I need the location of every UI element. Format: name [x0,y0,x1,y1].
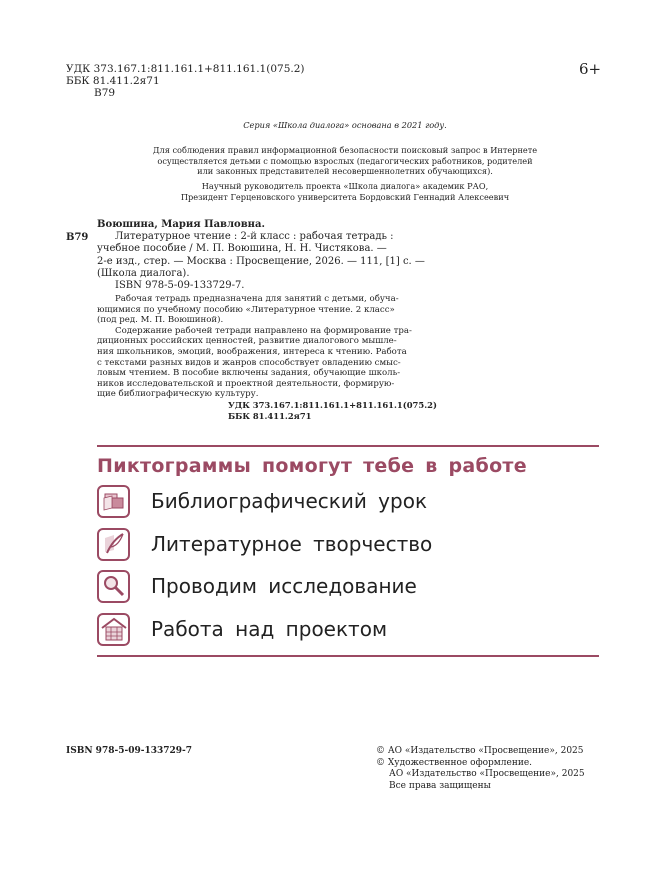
footer-isbn: ISBN 978-5-09-133729-7 [66,746,193,756]
age-rating: 6+ [579,60,602,78]
safety-note [100,145,590,177]
header-classification [66,63,305,99]
text-line: © Художественное оформление. [376,757,533,768]
bbk-code: ББК 81.411.2я71 [66,75,160,87]
text-line: с текстами разных видов и жанров способствует овладению смыс- [97,357,401,368]
text-line: ловым чтением. В пособие включены задания, обучающие школь- [97,368,401,379]
text-line: Президент Герценовского университета Бордовский Геннадий Алексеевич [180,191,510,202]
text-line: (Школа диалога). [97,267,190,279]
text-line: ющимися по учебному пособию «Литературное чтение. 2 класс» [97,304,395,315]
supervisor-note [100,181,590,202]
text-line: Литературное чтение : 2-й класс : рабочая тетрадь : [115,231,394,242]
text-line: Научный руководитель проекта «Школа диалога» академик РАО, [201,181,489,191]
text-line: Рабочая тетрадь предназначена для занятий с детьми, обуча- [115,294,399,304]
author-mark: В79 [94,87,116,99]
quill-icon [97,528,130,561]
pictogram-item [97,526,432,562]
pictogram-label: Литературное творчество [151,532,433,556]
series-note: Серия «Школа диалога» основана в 2021 году. [243,120,447,130]
books-icon [97,485,130,518]
text-line: 2-е изд., стер. — Москва : Просвещение, 2026. — 111, [1] с. — [97,255,425,267]
divider [97,655,599,657]
author-name: Воюшина, Мария Павловна. [97,219,265,230]
text-line: или законных представителей несовершеннолетних обучающихся). [197,166,493,176]
pictogram-item [97,568,417,604]
pictogram-label: Библиографический урок [151,489,428,513]
udk-code: УДК 373.167.1:811.161.1+811.161.1(075.2) [228,400,437,410]
biblio-code: В79 [66,232,89,243]
pictogram-item [97,483,427,519]
house-icon [97,613,130,646]
pictogram-label: Работа над проектом [151,617,388,641]
divider [97,445,599,447]
text-line: Содержание рабочей тетради направлено на формирование тра- [115,325,412,336]
annotation [97,294,412,400]
text-line: (под ред. М. П. Воюшиной). [97,315,224,326]
pictograms-title: Пиктограммы помогут тебе в работе [97,455,527,477]
isbn: ISBN 978-5-09-133729-7. [115,280,245,292]
text-line: © АО «Издательство «Просвещение», 2025 [376,746,584,756]
biblio-classification [228,400,437,421]
text-line: ния школьников, эмоций, воображения, интереса к чтению. Работа [97,346,407,357]
text-line: щие библиографическую культуру. [97,389,259,400]
bbk-code: ББК 81.411.2я71 [228,410,312,421]
text-line: АО «Издательство «Просвещение», 2025 [389,769,585,779]
text-line: диционных российских ценностей, развитие диалогового мышле- [97,336,397,347]
text-line: ников исследовательской и проектной деятельности, формирую- [97,378,395,389]
text-line: учебное пособие / М. П. Воюшина, Н. Н. Чистякова. — [97,243,387,255]
text-line: Все права защищены [389,780,491,791]
bibliographic-record [97,231,425,292]
magnifier-icon [97,570,130,603]
text-line: Для соблюдения правил информационной безопасности поисковый запрос в Интернете [152,145,538,155]
copyright-block [376,746,585,792]
text-line: осуществляется детьми с помощью взрослых (педагогических работников, родителей [157,155,533,166]
udk-code: УДК 373.167.1:811.161.1+811.161.1(075.2) [66,63,305,75]
pictogram-label: Проводим исследование [151,574,417,598]
pictogram-item [97,611,387,647]
